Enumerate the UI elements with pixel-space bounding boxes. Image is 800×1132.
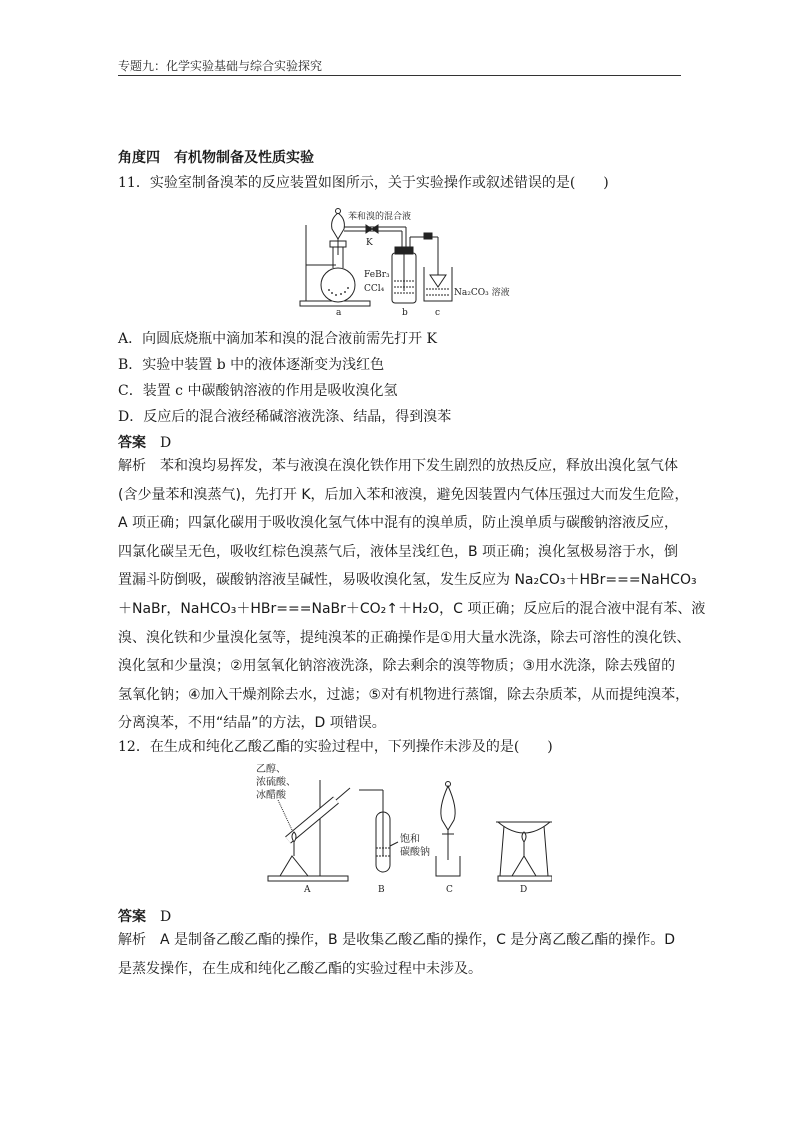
label-na2co3-solution: Na₂CO₃ 溶液 bbox=[454, 288, 510, 298]
label-conc-h2so4: 浓硫酸、 bbox=[256, 777, 296, 788]
analysis-line: 苯和溴均易挥发，苯与液溴在溴化铁作用下发生剧烈的放热反应，释放出溴化氢气体 bbox=[160, 458, 678, 474]
analysis-line: 分离溴苯，不用“结晶”的方法，D 项错误。 bbox=[118, 715, 386, 732]
label-valve-k: K bbox=[366, 238, 373, 248]
analysis-line: 四氯化碳呈无色，吸收红棕色溴蒸气后，液体呈浅红色，B 项正确；溴化氢极易溶于水，倒 bbox=[118, 543, 679, 560]
label-saturated: 饱和 bbox=[400, 834, 420, 845]
label-b: b bbox=[402, 308, 408, 317]
section-title: 角度四 有机物制备及性质实验 bbox=[118, 150, 314, 166]
analysis-line: A 项正确；四氯化碳用于吸收溴化氢气体中混有的溴单质，防止溴单质与碳酸钠溶液反应， bbox=[118, 515, 679, 532]
q12-stem: 12．在生成和纯化乙酸乙酯的实验过程中，下列操作未涉及的是( ) bbox=[118, 739, 553, 755]
header-rule bbox=[118, 75, 681, 76]
answer-value: D bbox=[160, 909, 172, 925]
analysis-line: A 是制备乙酸乙酯的操作，B 是收集乙酸乙酯的操作，C 是分离乙酸乙酯的操作。D bbox=[160, 932, 676, 948]
q12-answer bbox=[118, 906, 171, 926]
answer-label: 答案 bbox=[118, 909, 146, 925]
q11-option-a: A．向圆底烧瓶中滴加苯和溴的混合液前需先打开 K bbox=[118, 331, 438, 347]
q11-analysis bbox=[118, 452, 706, 738]
label-c: c bbox=[435, 308, 441, 317]
analysis-line: 是蒸发操作，在生成和纯化乙酸乙酯的实验过程中未涉及。 bbox=[118, 960, 482, 977]
label-B: B bbox=[378, 885, 385, 895]
analysis-line: 溴、溴化铁和少量溴化氢等，提纯溴苯的正确操作是①用大量水洗涤，除去可溶性的溴化铁、 bbox=[118, 629, 691, 646]
label-benzene-bromine-mix: 苯和溴的混合液 bbox=[348, 212, 412, 222]
q11-option-b: B．实验中装置 b 中的液体逐渐变为浅红色 bbox=[118, 357, 385, 373]
label-febr3: FeBr₃ bbox=[364, 270, 390, 280]
q12-apparatus-figure bbox=[252, 760, 552, 896]
ethyl-acetate-apparatus-diagram bbox=[252, 760, 552, 896]
answer-value: D bbox=[160, 435, 172, 451]
label-glacial-acetic-acid: 冰醋酸 bbox=[256, 790, 286, 801]
label-sodium-carbonate: 碳酸钠 bbox=[400, 847, 430, 858]
page-header: 专题九：化学实验基础与综合实验探究 bbox=[118, 59, 323, 73]
analysis-line: 置漏斗防倒吸，碳酸钠溶液呈碱性，易吸收溴化氢，发生反应为 Na₂CO₃＋HBr===NaHCO₃ bbox=[118, 572, 697, 589]
analysis-line: (含少量苯和溴蒸气)，先打开 K，后加入苯和液溴，避免因装置内气体压强过大而发生危险， bbox=[118, 486, 689, 503]
analysis-label: 解析 bbox=[118, 458, 146, 474]
label-A: A bbox=[304, 885, 311, 895]
q11-option-d: D．反应后的混合液经稀碱溶液洗涤、结晶，得到溴苯 bbox=[118, 409, 452, 425]
analysis-line: ＋NaBr，NaHCO₃＋HBr===NaBr＋CO₂↑＋H₂O，C 项正确；反应后的混合液中混有苯、液 bbox=[118, 600, 706, 617]
label-C: C bbox=[446, 885, 453, 895]
q11-answer bbox=[118, 432, 171, 452]
analysis-line: 溴化氢和少量溴；②用氢氧化钠溶液洗涤，除去剩余的溴等物质；③用水洗涤，除去残留的 bbox=[118, 658, 676, 675]
label-D: D bbox=[520, 885, 528, 895]
answer-label: 答案 bbox=[118, 435, 146, 451]
label-ethanol: 乙醇、 bbox=[256, 764, 286, 775]
q11-apparatus-figure bbox=[296, 205, 526, 317]
q11-option-c: C．装置 c 中碳酸钠溶液的作用是吸收溴化氢 bbox=[118, 383, 398, 399]
bromobenzene-apparatus-diagram bbox=[296, 205, 526, 317]
analysis-line: 氢氧化钠；④加入干燥剂除去水，过滤；⑤对有机物进行蒸馏，除去杂质苯，从而提纯溴苯， bbox=[118, 686, 690, 703]
analysis-label: 解析 bbox=[118, 932, 146, 948]
q11-stem: 11．实验室制备溴苯的反应装置如图所示，关于实验操作或叙述错误的是( ) bbox=[118, 175, 609, 191]
label-a: a bbox=[336, 308, 342, 317]
label-ccl4: CCl₄ bbox=[364, 284, 385, 294]
q12-analysis bbox=[118, 926, 683, 983]
